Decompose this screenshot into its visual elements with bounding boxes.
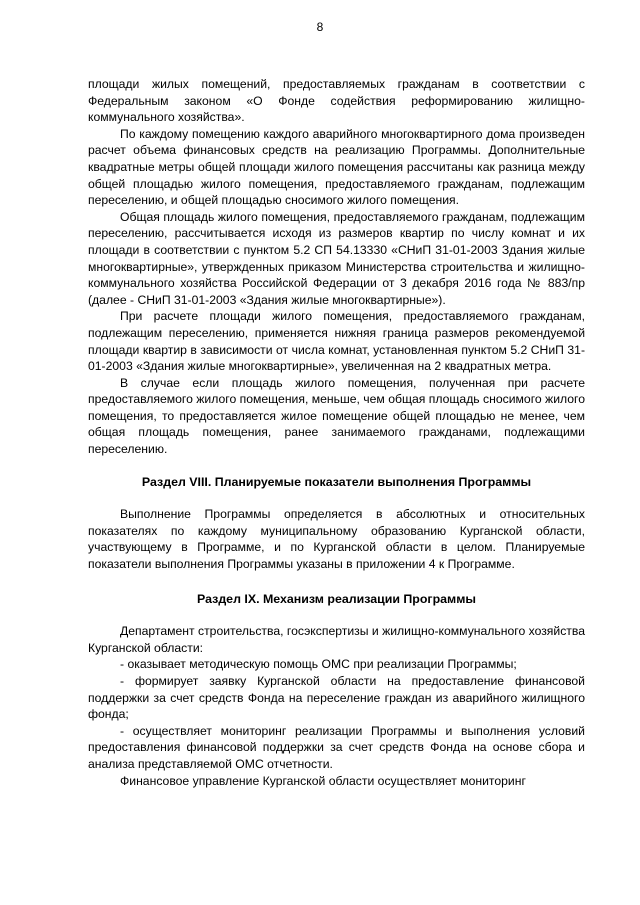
section-9-paragraph: Департамент строительства, госэкспертизы и жилищно-коммунального хозяйства Курганской области:	[88, 624, 585, 655]
page-number: 8	[316, 20, 324, 34]
list-item: - осуществляет мониторинг реализации Программы и выполнения условий предоставления финансовой поддержки за счет средств Фонда на основе сбора и анализа представляемой ОМС отчетности.	[88, 723, 585, 771]
paragraph: Общая площадь жилого помещения, предоставляемого гражданам, подлежащим переселению, рассчитывается исходя из размеров квартир по числу комнат и их площади в соответствии с пунктом 5.2 СП 54.13330 «СНиП 31-01-2003 Здания жилые многоквартирные», утвержденных приказом Министерства строительства и жилищно-коммунального хозяйства Российской Федерации от 3 декабря 2016 года № 883/пр (далее - СНиП 31-01-2003 «Здания жилые многоквартирные»).	[88, 209, 585, 307]
paragraph: В случае если площадь жилого помещения, полученная при расчете предоставляемого жилого помещения, меньше, чем общая площадь сносимого жилого помещения, то предоставляется жилое помещение общей площадью не менее, чем общая площадь помещения, ранее занимаемого гражданами, подлежащими переселению.	[88, 375, 585, 457]
section-8-heading: Раздел VIII. Планируемые показатели выполнения Программы	[141, 474, 532, 489]
paragraph: площади жилых помещений, предоставляемых гражданам в соответствии с Федеральным законом «О Фонде содействия реформированию жилищно-коммунального хозяйства».	[88, 77, 585, 125]
section-9-heading: Раздел IX. Механизм реализации Программы	[197, 591, 476, 606]
list-item: - оказывает методическую помощь ОМС при реализации Программы;	[120, 657, 517, 672]
section-9-paragraph: Финансовое управление Курганской области осуществляет мониторинг	[120, 773, 526, 788]
section-8-paragraph: Выполнение Программы определяется в абсолютных и относительных показателях по каждому муниципальному образованию Курганской области, участвующему в Программе, и по Курганской области в целом. Планируемые показатели выполнения Программы указаны в приложении 4 к Программе.	[88, 507, 585, 572]
paragraph: При расчете площади жилого помещения, предоставляемого гражданам, подлежащим переселению, применяется нижняя граница размеров рекомендуемой площади квартир в зависимости от числа комнат, установленная пунктом 5.2 СНиП 31-01-2003 «Здания жилые многоквартирные», увеличенная на 2 квадратных метра.	[88, 309, 585, 374]
document-body	[88, 76, 585, 789]
list-item: - формирует заявку Курганской области на предоставление финансовой поддержки за счет средств Фонда на переселение граждан из аварийного жилищного фонда;	[88, 674, 585, 722]
paragraph: По каждому помещению каждого аварийного многоквартирного дома произведен расчет объема финансовых средств на реализацию Программы. Дополнительные квадратные метры общей площади жилого помещения рассчитаны как разница между общей площадью жилого помещения, предоставляемого гражданам, подлежащим переселению, и общей площадью сносимого жилого помещения.	[88, 126, 585, 208]
